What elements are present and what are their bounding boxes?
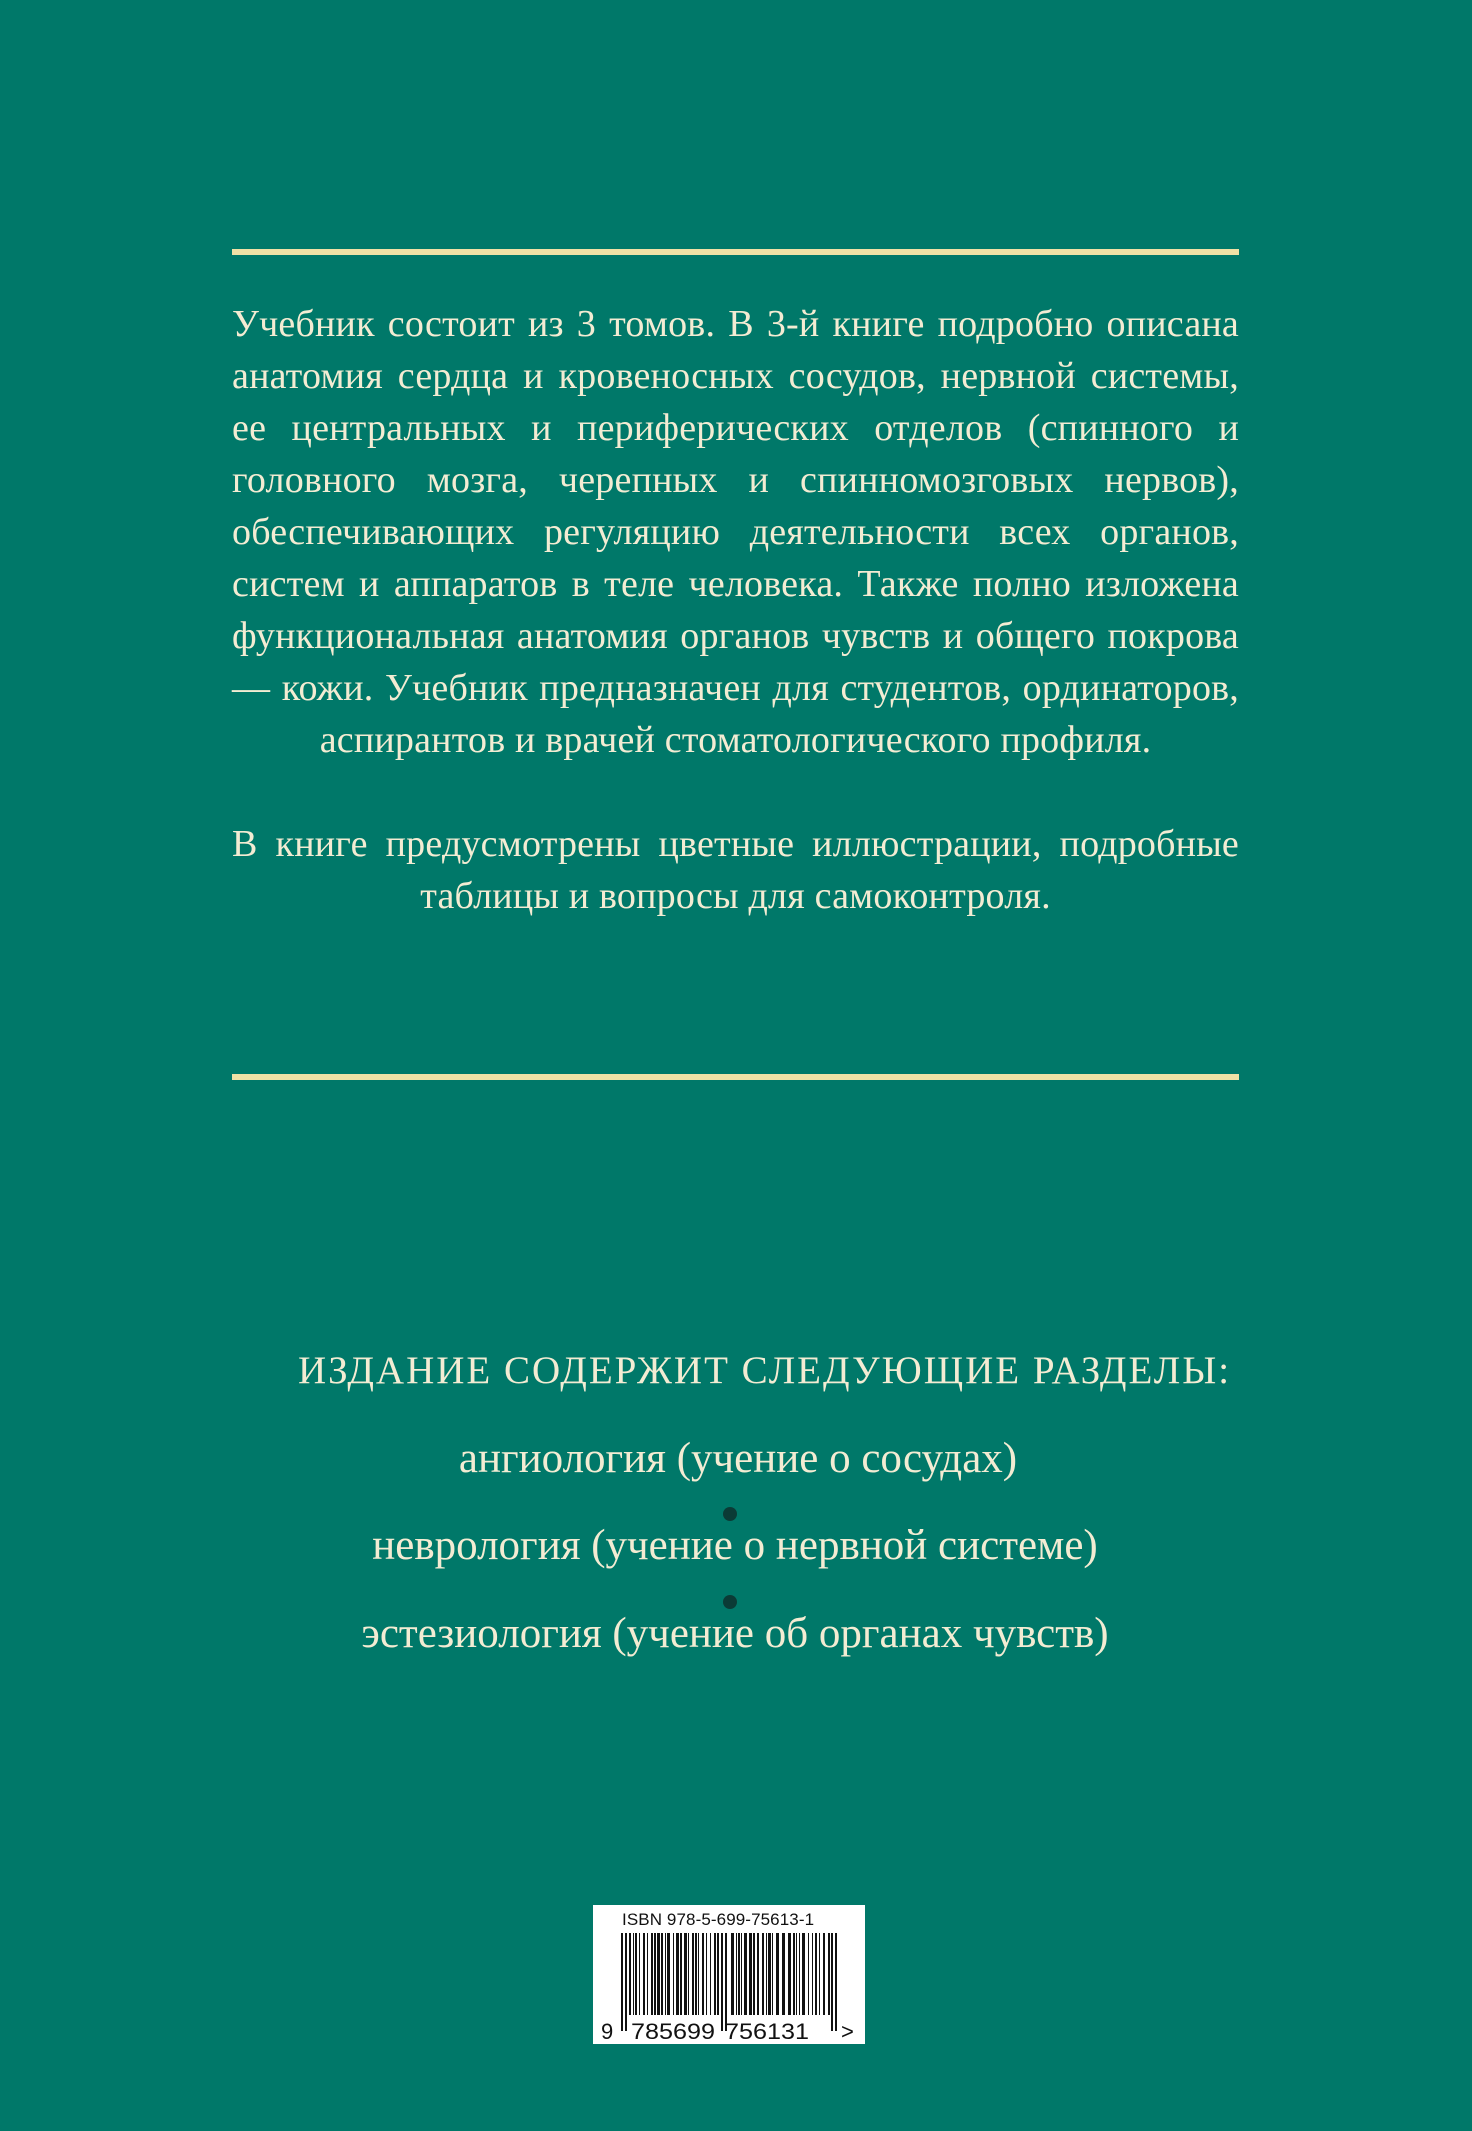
- barcode-bars-icon: [593, 1933, 865, 2044]
- barcode-bar: [768, 1933, 771, 2015]
- section-item-angiology: ангиология (учение о сосудах): [458, 1435, 1018, 1482]
- barcode-bar: [766, 1933, 767, 2015]
- section-item-esthesiology: эстезиология (учение об органах чувств): [361, 1610, 1109, 1657]
- barcode-bar: [744, 1933, 747, 2015]
- barcode-bar: [654, 1933, 656, 2015]
- barcode-bar: [782, 1933, 785, 2015]
- barcode-bar: [753, 1933, 755, 2015]
- barcode-guard-bar: [835, 1933, 837, 2031]
- isbn-label: ISBN 978-5-699-75613-1: [622, 1910, 815, 1929]
- sections-heading: ИЗДАНИЕ СОДЕРЖИТ СЛЕДУЮЩИЕ РАЗДЕЛЫ:: [298, 1349, 1232, 1392]
- barcode-bar: [776, 1933, 779, 2015]
- barcode-bar: [698, 1933, 699, 2015]
- barcode-bar: [665, 1933, 666, 2015]
- bottom-divider-rule: [232, 1074, 1239, 1080]
- barcode-bar: [762, 1933, 764, 2015]
- barcode-bar: [629, 1933, 631, 2015]
- description-paragraph-2: В книге предусмотрены цветные иллюстрации, подробные таблицы и вопросы для самоконтроля.: [232, 823, 1239, 917]
- barcode-bar: [643, 1933, 645, 2015]
- barcode-bar: [635, 1933, 637, 2015]
- barcode-bar: [695, 1933, 697, 2015]
- barcode-bar: [772, 1933, 773, 2015]
- barcode-guard-bar: [725, 1933, 727, 2031]
- barcode-lead-digit: 9: [601, 2019, 614, 2044]
- barcode-bar: [823, 1933, 825, 2015]
- section-item-neurology: неврология (учение о нервной системе): [372, 1522, 1098, 1569]
- top-divider-rule: [232, 249, 1239, 255]
- barcode-bar: [749, 1933, 752, 2015]
- barcode-bar: [738, 1933, 740, 2015]
- barcode-left-digits: 785699: [631, 2019, 715, 2044]
- barcode-bar: [692, 1933, 694, 2015]
- barcode-guard-bar: [831, 1933, 833, 2031]
- barcode-guard-bar: [721, 1933, 723, 2031]
- barcode-bar: [676, 1933, 679, 2015]
- barcode-bar: [757, 1933, 759, 2015]
- barcode-bar: [793, 1933, 795, 2015]
- barcode-right-digits: 756131: [725, 2019, 809, 2044]
- description-paragraph-1: Учебник состоит из 3 томов. В 3-й книге подробно описана анатомия сердца и кровеносных сосудов, нервной системы, ее центральных и периферических отделов (спинного и головного мозга, черепных и спинномозговых нервов), обеспечивающих регуляцию деятельности всех органов, систем и аппаратов в теле человека. Также полно изложена функциональная анатомия органов чувств и общего покрова — кожи. Учебник предназначен для студентов, ординаторов, аспирантов и врачей стоматологического профиля.: [232, 303, 1239, 761]
- barcode-bar: [714, 1933, 716, 2015]
- barcode-bar: [788, 1933, 791, 2015]
- barcode-quiet-mark: >: [841, 2019, 854, 2044]
- barcode-bar: [633, 1933, 634, 2015]
- barcode-bar: [673, 1933, 674, 2015]
- barcode-guard-bar: [625, 1933, 627, 2031]
- barcode-guard-bar: [621, 1933, 623, 2031]
- barcode-bar: [808, 1933, 809, 2015]
- barcode-bar: [688, 1933, 689, 2015]
- barcode-bar: [796, 1933, 797, 2015]
- barcode-bar: [657, 1933, 660, 2015]
- barcode-bar: [647, 1933, 648, 2015]
- barcode-bar: [661, 1933, 663, 2015]
- description-block: [232, 298, 1239, 922]
- barcode-bar: [731, 1933, 734, 2015]
- barcode-bar: [819, 1933, 820, 2015]
- barcode-bar: [651, 1933, 653, 2015]
- barcode-bar: [680, 1933, 682, 2015]
- barcode-bar: [702, 1933, 704, 2015]
- barcode-bar: [815, 1933, 817, 2015]
- isbn-barcode: [593, 1905, 865, 2044]
- barcode-bar: [799, 1933, 800, 2015]
- barcode-bar: [639, 1933, 640, 2015]
- barcode-bar: [717, 1933, 719, 2015]
- barcode-bar: [706, 1933, 707, 2015]
- barcode-bar: [802, 1933, 805, 2015]
- barcode-bar: [667, 1933, 670, 2015]
- barcode-bar: [812, 1933, 813, 2015]
- barcode-bar: [710, 1933, 711, 2015]
- barcode-bar: [736, 1933, 737, 2015]
- barcode-bar: [684, 1933, 687, 2015]
- barcode-bar: [741, 1933, 742, 2015]
- barcode-bar: [828, 1933, 830, 2015]
